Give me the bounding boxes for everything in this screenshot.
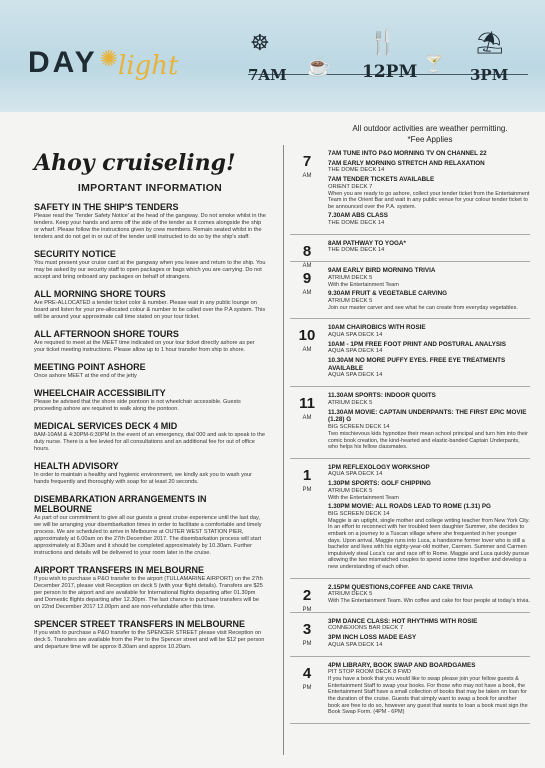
time-label-3pm: 3PM: [470, 66, 509, 84]
event-title: 11.30AM SPORTS: INDOOR QUOITS: [328, 392, 436, 400]
event-title: 7AM EARLY MORNING STRETCH AND RELAXATION: [328, 159, 485, 167]
section-heading: MEETING POINT ASHORE: [34, 362, 146, 372]
event-description: With the Entertainment Team: [328, 281, 399, 288]
section-heading: ALL MORNING SHORE TOURS: [34, 289, 166, 299]
section-body: As part of our commitment to give all our guests a great cruise experience until the last day, we will be arranging your disembarkation times in order to facilitate a comfortable and timely process. We are scheduled to arrive in Melbourne at OUTER WEST STATION PIER, approximately at 6.00am on the 27th December 2017. The disembarkation process will start approximately at 8.30am and it should be completed approximately by 10.30am. Further instructions and details will be delivered to your room later in the cruise.: [34, 515, 262, 556]
info-section: [34, 249, 266, 281]
section-body: Are PRE-ALLOCATED a tender ticket color & number. Please wait in any public lounge on board and listen for your pre-allocated colour & number to be called over the P.A system. This will be around your approximate call time stated on your tour ticket.: [34, 300, 266, 320]
event-location: THE DOME DECK 14: [328, 219, 385, 226]
slot-hour: 7: [302, 153, 312, 170]
time-slot: [290, 319, 530, 387]
event-location: ORIENT DECK 7: [328, 183, 373, 190]
schedule-event: [328, 584, 530, 605]
event-location: CONNEXIONS BAR DECK 7: [328, 625, 404, 632]
schedule-column: [290, 145, 530, 724]
schedule-event: [328, 160, 530, 175]
slot-hour: 11: [299, 395, 315, 413]
info-section: [34, 388, 266, 413]
time-label-12pm: 12PM: [362, 62, 418, 82]
slot-hour: 9: [302, 270, 312, 288]
slot-hour: 8: [302, 242, 312, 260]
schedule-event: [328, 392, 530, 407]
section-body: Please be advised that the shore side pontoon is not wheelchair accessible. Guests proceeding ashore are required to walk along the pontoon.: [34, 399, 241, 412]
event-title: 9.30AM FRUIT & VEGETABLE CARVING: [328, 290, 448, 298]
event-location: AQUA SPA DECK 14: [328, 348, 383, 355]
time-slot: [290, 657, 530, 724]
event-description: Join our master carver and see what he can create from everyday vegetables.: [328, 304, 518, 311]
event-title: 9AM EARLY BIRD MORNING TRIVIA: [328, 267, 436, 275]
event-title: 4PM LIBRARY, BOOK SWAP AND BOARDGAMES: [328, 661, 476, 669]
schedule-event: [328, 267, 530, 288]
coffee-cup-icon: ☕: [306, 56, 331, 78]
slot-ampm: PM: [302, 606, 312, 613]
section-body: In order to maintain a healthy and hygienic environment, we kindly ask you to wash your hands frequently and thoroughly with soap for at least 20 seconds.: [34, 472, 252, 485]
sun-icon: ✺: [99, 46, 119, 71]
event-description: With The Entertainment Team. Win coffee and cake for four people at today's trivia.: [328, 598, 530, 605]
time-slot: [290, 579, 530, 613]
event-location: THE DOME DECK 14: [328, 247, 385, 254]
slot-hour: 1: [302, 466, 312, 484]
event-location: AQUA SPA DECK 14: [328, 641, 383, 648]
slot-ampm: AM: [302, 415, 312, 422]
info-heading: IMPORTANT INFORMATION: [77, 182, 223, 194]
time-slot: [290, 387, 530, 458]
schedule-event: [328, 409, 530, 451]
event-location: PIT STOP ROOM DECK 8 FWD: [328, 669, 412, 676]
slot-hour: 4: [302, 664, 312, 682]
event-location: AQUA SPA DECK 14: [328, 471, 383, 478]
section-body: You must present your cruise card at the gangway when you leave and return to the ship. You may be asked by our security staff to open packages or bags which you are carrying. Do not accept and bring onboard any packages on behalf of strangers.: [34, 260, 266, 280]
schedule-event: [328, 324, 530, 339]
event-location: ATRIUM DECK 5: [328, 591, 373, 598]
section-heading: ALL AFTERNOON SHORE TOURS: [34, 329, 179, 339]
section-body: Please read the 'Tender Safety Notice' at the head of the gangway. Do not smoke whilst in the tenders. Keep your hands and arms off the side of the tender as it comes alongside the ship or wharf. Please follow the instructions given by crew members. Remain seated whilst in the tenders and do not get in or out of the tender until instructed to do so by the ship's staff.: [34, 213, 266, 240]
event-description: If you have a book that you would like to swap please join your fellow guests & Entertainment Staff to swap your books. For those who may not have a book, the Entertainment Staff have a small collection of books that may be taken on loan for the duration of the cruise. Guests that simply want to swap a book for another book are free to do so, however any guest that wants to loan a book must sign the Book Swap Form. (4PM - 6PM): [328, 676, 528, 716]
event-title: 3PM INCH LOSS MADE EASY: [328, 634, 417, 642]
event-description: Two mischievous kids hypnotize their mean school principal and turn him into their comic book creation, the kind-hearted and elastic-banded Captain Underpants, who helps his fellow classmates.: [328, 430, 528, 451]
logo-light-text: light: [118, 51, 179, 81]
schedule-event: [328, 503, 530, 570]
event-title: 10AM CHAIROBICS WITH ROSIE: [328, 324, 426, 332]
section-body: If you wish to purchase a P&O transfer to the airport (TULLAMARINE AIRPORT) on the 27th December 2017, please visit Reception on deck 5 (with your flight details). Transfers are $25 per person to the airport and are available for International flights departing after 01.30pm and Domestic flights departing after 12.30pm. The last chance to purchase transfers will be on 22nd December 2017 12.00pm and are non-refundable after this time.: [34, 576, 263, 610]
slot-hour: 2: [302, 586, 312, 604]
header-banner: [0, 0, 545, 112]
event-title: 10AM - 1PM FREE FOOT PRINT AND POSTURAL ANALYSIS: [328, 340, 506, 348]
schedule-event: [328, 150, 530, 158]
important-info-column: [34, 150, 266, 659]
info-section: [34, 494, 266, 557]
fee-note: *Fee Applies: [407, 135, 453, 144]
slot-ampm: AM: [302, 347, 312, 354]
weather-notice: [325, 123, 535, 145]
slot-ampm: PM: [302, 684, 312, 691]
time-slot: [290, 262, 530, 319]
section-heading: SAFETY IN THE SHIP'S TENDERS: [34, 202, 179, 212]
weather-line: All outdoor activities are weather permitting.: [352, 124, 508, 133]
info-section: [34, 329, 266, 354]
page-title: Ahoy cruiseling!: [34, 150, 236, 176]
section-heading: MEDICAL SERVICES DECK 4 MID: [34, 421, 178, 431]
cutlery-icon: 🍴: [368, 29, 398, 56]
slot-ampm: PM: [302, 640, 312, 647]
info-section: [34, 362, 266, 380]
event-location: ATRIUM DECK 5: [328, 297, 373, 304]
schedule-event: [328, 341, 530, 356]
event-title: 3PM DANCE CLASS: HOT RHYTHMS WITH ROSIE: [328, 617, 478, 625]
beach-umbrella-icon: ⛱: [476, 30, 504, 55]
schedule-event: [328, 634, 530, 649]
event-description: Maggie is an uptight, single mother and college writing teacher from New York City. In an effort to reconnect with her troubled teen daughter Summer, she decides to embark on a journey to a Tuscan village where she frequented in her younger days. Upon arrival, Maggie runs into Luca, a handsome former lover who is still a bachelor and lives with his eighty-year-old mother, Carmen. Summer and Carmen impulsively steal Luca's car and race off to Rome. Maggie and Luca quickly pursue allowing the two mismatched couples to spend some time together and develop a new understanding of each other.: [328, 517, 530, 570]
info-sections: [34, 202, 266, 651]
time-slot: [290, 613, 530, 657]
schedule-event: [328, 464, 530, 479]
cocktail-icon: 🍸: [424, 56, 444, 73]
section-heading: AIRPORT TRANSFERS IN MELBOURNE: [34, 565, 205, 575]
slot-hour: 3: [302, 620, 312, 638]
schedule-event: [328, 480, 530, 501]
event-location: ATRIUM DECK 5: [328, 399, 373, 406]
event-location: ATRIUM DECK 5: [328, 487, 373, 494]
event-description: With the Entertainment Team: [328, 494, 399, 501]
info-section: [34, 619, 266, 651]
event-title: 1PM REFLEXOLOGY WORKSHOP: [328, 463, 430, 471]
event-location: BIG SCREEN DECK 14: [328, 510, 390, 517]
event-location: BIG SCREEN DECK 14: [328, 423, 390, 430]
section-heading: SECURITY NOTICE: [34, 249, 116, 259]
time-slot: [290, 145, 530, 235]
slot-ampm: AM: [302, 290, 312, 297]
section-body: Are required to meet at the MEET time indicated on your tour ticket directly ashore as per your ticket meeting instructions. Please allow up to 1 hour transfer from ship to shore.: [34, 340, 255, 353]
schedule-event: [328, 290, 530, 311]
section-body: Once ashore MEET at the end of the jetty: [34, 373, 137, 379]
info-section: [34, 421, 266, 453]
section-body: 8AM-10AM & 4:30PM-6:30PM In the event of an emergency, dial 000 and ask to speak to the duty nurse. There is a fee levied for all consultations and an additional fee for out of office hours.: [34, 432, 265, 452]
schedule-event: [328, 176, 530, 210]
event-title: 10.30AM NO MORE PUFFY EYES. FREE EYE TREATMENTS AVAILABLE: [328, 357, 506, 372]
event-location: THE DOME DECK 14: [328, 167, 385, 173]
time-label-7am: 7AM: [248, 66, 287, 84]
section-heading: DISEMBARKATION ARRANGEMENTS IN MELBOURNE: [34, 494, 207, 514]
section-body: If you wish to purchase a P&O transfer to the SPENCER STREET please visit Reception on deck 5. Transfers are available from the Pier to the Spencer street and will be $12 per person and departure time will be approx 8.30am and approx 10.20am.: [34, 630, 265, 650]
event-title: 8AM PATHWAY TO YOGA*: [328, 239, 406, 247]
event-location: AQUA SPA DECK 14: [328, 372, 383, 379]
event-title: 11.30AM MOVIE: CAPTAIN UNDERPANTS: THE FIRST EPIC MOVIE (1.28) G: [328, 408, 527, 424]
column-divider: [283, 145, 284, 755]
info-section: [34, 565, 266, 611]
slot-hour: 10: [298, 327, 316, 345]
schedule-event: [328, 357, 530, 379]
schedule-event: [328, 662, 530, 716]
event-location: AQUA SPA DECK 14: [328, 331, 383, 338]
event-title: 7.30AM ABS CLASS: [328, 212, 388, 220]
event-title: 7AM TUNE INTO P&O MORNING TV ON CHANNEL 22: [328, 150, 487, 157]
slot-ampm: PM: [302, 486, 312, 493]
event-location: ATRIUM DECK 5: [328, 274, 373, 281]
day-light-logo: [28, 46, 179, 81]
schedule-event: [328, 212, 530, 227]
schedule-event: [328, 240, 530, 255]
event-description: When you are ready to go ashore, collect your tender ticket from the Entertainment Team in the Orient Bar and wait in any public venue for your colour tender ticket to be announced over the P.A. system.: [328, 190, 530, 210]
logo-day-text: DAY: [28, 46, 98, 79]
info-section: [34, 202, 266, 241]
event-title: 7AM TENDER TICKETS AVAILABLE: [328, 176, 435, 183]
time-slot: [290, 459, 530, 579]
info-section: [34, 461, 266, 486]
section-heading: WHEELCHAIR ACCESSIBILITY: [34, 388, 166, 398]
info-section: [34, 289, 266, 321]
section-heading: SPENCER STREET TRANSFERS IN MELBOURNE: [34, 619, 246, 629]
slot-ampm: AM: [302, 173, 312, 179]
event-title: 1.30PM SPORTS: GOLF CHIPPING: [328, 480, 431, 488]
time-slot: [290, 235, 530, 269]
event-title: 2.15PM QUESTIONS,COFFEE AND CAKE TRIVIA: [328, 583, 473, 591]
slot-ampm: AM: [302, 262, 312, 269]
event-title: 1.30PM MOVIE: ALL ROADS LEAD TO ROME (1.31) PG: [328, 503, 491, 511]
yoga-icon: ☸: [250, 30, 270, 55]
schedule-event: [328, 618, 530, 633]
section-heading: HEALTH ADVISORY: [34, 461, 119, 471]
